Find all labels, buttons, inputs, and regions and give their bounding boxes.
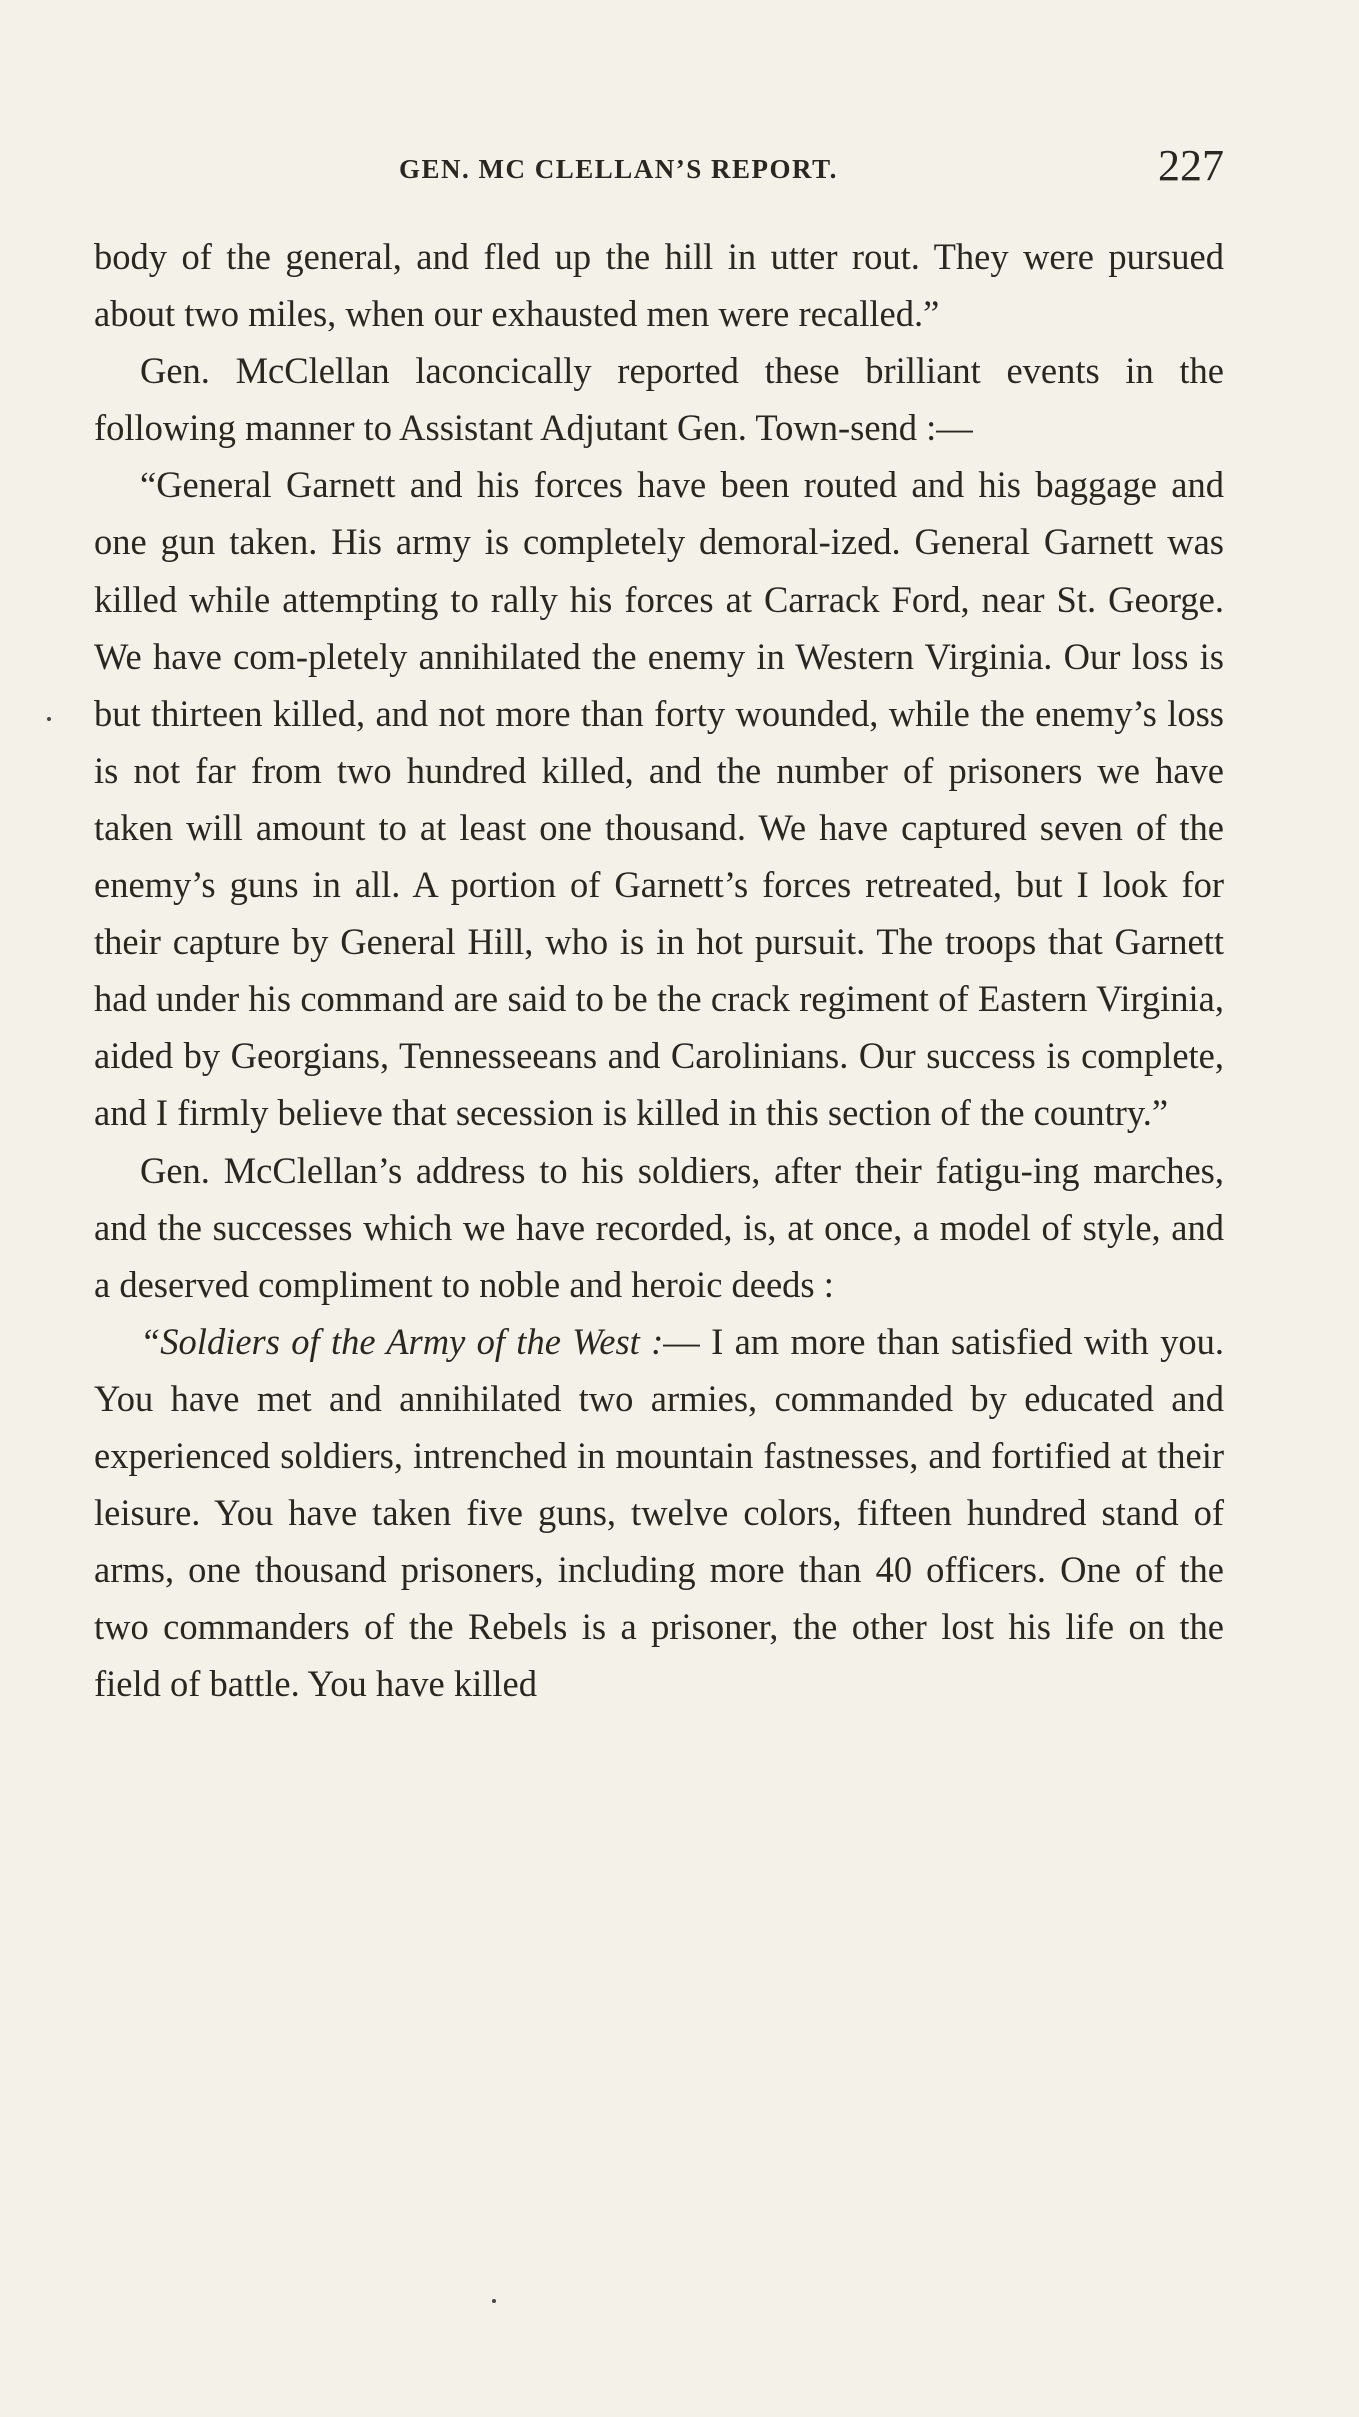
paragraph-4 bbox=[94, 1142, 1224, 1313]
paragraph-4-text: Gen. McClellan’s address to his soldiers, after their fatigu-ing marches, and the successes which we have recorded, is, at once, a model of style, and a deserved compliment to noble and heroic deeds : bbox=[94, 1149, 1224, 1305]
page-header bbox=[94, 138, 1224, 198]
paragraph-5-address-quote bbox=[94, 1313, 1224, 1713]
print-speck bbox=[47, 717, 51, 721]
paragraph-3-dispatch-quote bbox=[94, 456, 1224, 1141]
page-number: 227 bbox=[1158, 141, 1224, 190]
running-title: GEN. MC CLELLAN’S REPORT. bbox=[399, 154, 838, 184]
paragraph-3-text: “General Garnett and his forces have been routed and his baggage and one gun taken. His army is completely demoral-ized. General Garnett was killed while attempting to rally his forces at Carrack Ford, near St. George. We have com-pletely annihilated the enemy in Western Virginia. Our loss is but thirteen killed, and not more than forty wounded, while the enemy’s loss is not far from two hundred killed, and the number of prisoners we have taken will amount to at least one thousand. We have captured seven of the enemy’s guns in all. A portion of Garnett’s forces retreated, but I look for their capture by General Hill, who is in hot pursuit. The troops that Garnett had under his command are said to be the crack regiment of Eastern Virginia, aided by Georgians, Tennesseeans and Carolinians. Our success is complete, and I firmly believe that secession is killed in this section of the country.” bbox=[94, 464, 1224, 1134]
paragraph-5-text: — I am more than satisfied with you. You have met and annihilated two armies, commanded by educated and experienced soldiers, intrenched in mountain fastnesses, and fortified at their leisure. You have taken five guns, twelve colors, fifteen hundred stand of arms, one thousand prisoners, including more than 40 officers. One of the two commanders of the Rebels is a prisoner, the other lost his life on the field of battle. You have killed bbox=[94, 1320, 1224, 1705]
paragraph-2-text: Gen. McClellan laconcically reported these brilliant events in the following manner to Assistant Adjutant Gen. Town-send :— bbox=[94, 350, 1224, 449]
address-salutation: “Soldiers of the Army of the West : bbox=[140, 1320, 664, 1362]
print-speck bbox=[492, 2299, 496, 2303]
paragraph-2 bbox=[94, 342, 1224, 456]
body-text bbox=[94, 228, 1224, 1712]
paragraph-1 bbox=[94, 228, 1224, 342]
paragraph-1-text: body of the general, and fled up the hill in utter rout. They were pursued about two miles, when our exhausted men were recalled.” bbox=[94, 236, 1224, 335]
